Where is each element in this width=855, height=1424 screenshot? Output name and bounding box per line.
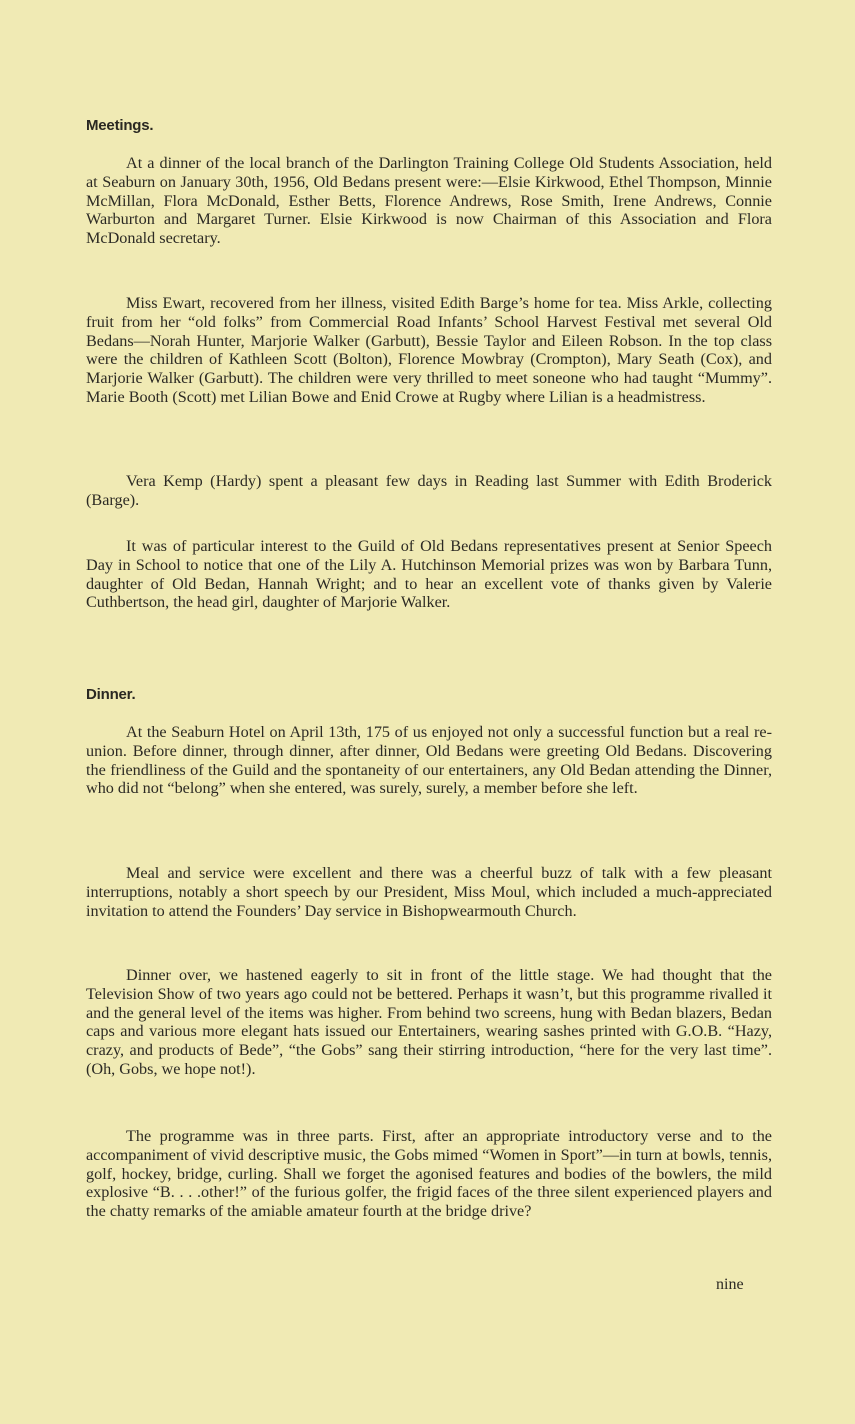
dinner-paragraph-3: Dinner over, we hastened eagerly to sit in front of the little stage. We had thought that the Television Show of two years ago could not be bettered. Perhaps it wasn’t, but this programme rivalled it and the general level of the items was higher. From behind two screens, hung with Bedan blazers, Bedan caps and various more elegant hats issued our Entertainers, wearing sashes printed with G.O.B. “Hazy, crazy, and products of Bede”, “the Gobs” sang their stirring introduction, “here for the very last time”. (Oh, Gobs, we hope not!).: [86, 966, 772, 1078]
dinner-paragraph-4: The programme was in three parts. First, after an appropriate introductory verse and to the accompaniment of vivid descriptive music, the Gobs mimed “Women in Sport”—in turn at bowls, tennis, golf, hockey, bridge, curling. Shall we forget the agonised features and bodies of the bowlers, the mild explosive “B. . . .other!” of the furious golfer, the frigid faces of the three silent experienced players and the chatty remarks of the amiable amateur fourth at the bridge drive?: [86, 1127, 772, 1221]
dinner-paragraph-1: At the Seaburn Hotel on April 13th, 175 of us enjoyed not only a successful function but a real re-union. Before dinner, through dinner, after dinner, Old Bedans were greeting Old Bedans. Discovering the friendliness of the Guild and the spontaneity of our entertainers, any Old Bedan attending the Dinner, who did not “belong” when she entered, was surely, surely, a member before she left.: [86, 723, 772, 798]
meetings-paragraph-2: Miss Ewart, recovered from her illness, visited Edith Barge’s home for tea. Miss Arkle, collecting fruit from her “old folks” from Commercial Road Infants’ School Harvest Festival met several Old Bedans—Norah Hunter, Marjorie Walker (Garbutt), Bessie Taylor and Eileen Robson. In the top class were the children of Kathleen Scott (Bolton), Florence Mowbray (Crompton), Mary Seath (Cox), and Marjorie Walker (Garbutt). The children were very thrilled to meet soneone who had taught “Mummy”. Marie Booth (Scott) met Lilian Bowe and Enid Crowe at Rugby where Lilian is a headmistress.: [86, 294, 772, 406]
meetings-paragraph-1: At a dinner of the local branch of the Darlington Training College Old Students Association, held at Seaburn on January 30th, 1956, Old Bedans present were:—Elsie Kirkwood, Ethel Thompson, Minnie McMillan, Flora McDonald, Esther Betts, Florence Andrews, Rose Smith, Irene Andrews, Connie Warburton and Margaret Turner. Elsie Kirkwood is now Chairman of this Association and Flora McDonald secretary.: [86, 154, 772, 248]
section-heading-meetings: Meetings.: [86, 117, 154, 134]
meetings-paragraph-3: Vera Kemp (Hardy) spent a pleasant few days in Reading last Summer with Edith Broderick (Barge).: [86, 472, 772, 509]
section-heading-dinner: Dinner.: [86, 686, 136, 703]
dinner-paragraph-2: Meal and service were excellent and there was a cheerful buzz of talk with a few pleasant interruptions, notably a short speech by our President, Miss Moul, which included a much-appreciated invitation to attend the Founders’ Day service in Bishopwearmouth Church.: [86, 864, 772, 920]
meetings-paragraph-4: It was of particular interest to the Guild of Old Bedans representatives present at Senior Speech Day in School to notice that one of the Lily A. Hutchinson Memorial prizes was won by Barbara Tunn, daughter of Old Bedan, Hannah Wright; and to hear an excellent vote of thanks given by Valerie Cuthbertson, the head girl, daughter of Marjorie Walker.: [86, 537, 772, 612]
page-number: nine: [716, 1276, 744, 1293]
